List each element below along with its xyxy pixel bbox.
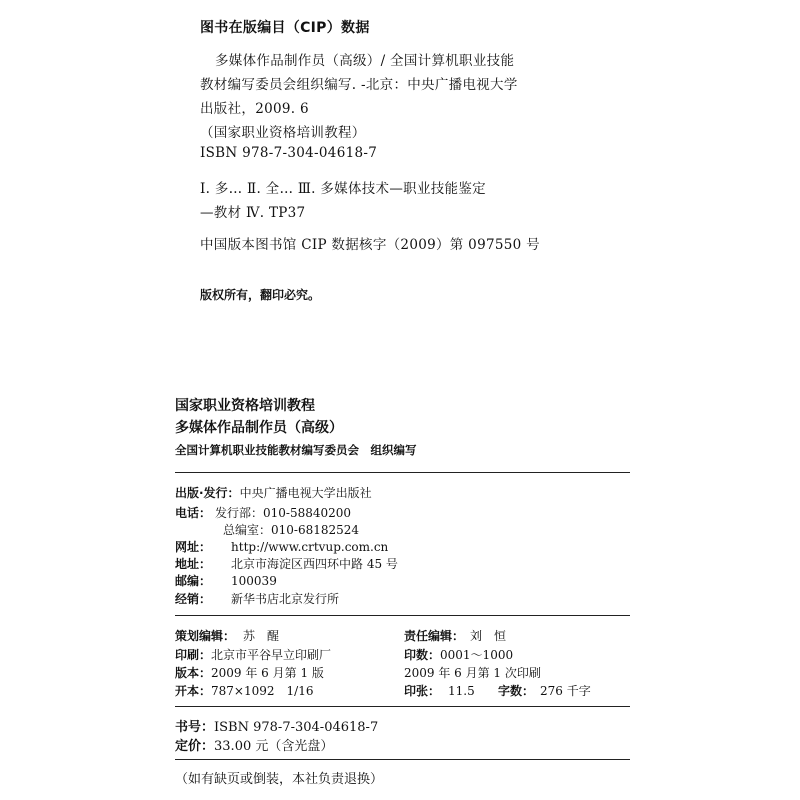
copies-value: 0001～1000 xyxy=(440,648,514,662)
book-title: 多媒体作品制作员（高级） xyxy=(175,420,343,436)
address-label: 地址： xyxy=(175,557,212,571)
price-label: 定价： xyxy=(175,739,215,754)
cip-line-2: 教材编写委员会组织编写. -北京：中央广播电视大学 xyxy=(200,77,518,93)
words-label: 字数： xyxy=(498,684,535,698)
phone1-label: 发行部： xyxy=(215,506,264,520)
publisher-value: 中央广播电视大学出版社 xyxy=(239,486,372,500)
printer-label: 印刷： xyxy=(175,648,212,662)
publisher-row xyxy=(175,482,372,501)
distributor-value: 新华书店北京发行所 xyxy=(231,592,340,606)
editor-credit: 全国计算机职业技能教材编写委员会 组织编写 xyxy=(175,443,417,457)
edition-row xyxy=(175,662,324,681)
web-link[interactable]: http://www.crtvup.com.cn xyxy=(231,540,389,554)
printer-row xyxy=(175,644,331,663)
printing-value: 2009 年 6 月第 1 次印刷 xyxy=(404,666,541,680)
format-label: 开本： xyxy=(175,684,212,698)
responsible-editor-label: 责任编辑： xyxy=(404,629,465,643)
sheets-value: 11.5 xyxy=(448,684,475,698)
return-notice: （如有缺页或倒装，本社负责退换） xyxy=(175,772,384,787)
isbn-value: ISBN 978-7-304-04618-7 xyxy=(214,720,379,735)
address-value: 北京市海淀区西四环中路 45 号 xyxy=(231,557,398,571)
divider xyxy=(175,472,630,473)
divider xyxy=(175,615,630,616)
sheets-row xyxy=(404,680,475,699)
zip-label: 邮编： xyxy=(175,574,212,588)
edition-label: 版本： xyxy=(175,666,212,680)
cip-line-1: 多媒体作品制作员（高级）/ 全国计算机职业技能 xyxy=(215,53,515,69)
cip-header: 图书在版编目（CIP）数据 xyxy=(200,20,370,36)
zip-row xyxy=(175,570,277,589)
planner-label: 策划编辑： xyxy=(175,629,236,643)
phone-label: 电话： xyxy=(175,506,212,520)
price-row xyxy=(175,735,333,754)
phone2-label: 总编室： xyxy=(223,523,272,537)
copies-label: 印数： xyxy=(404,648,441,662)
cip-line-3: 出版社，2009. 6 xyxy=(200,101,309,117)
divider xyxy=(175,759,630,760)
series-title: 国家职业资格培训教程 xyxy=(175,398,315,414)
cip-classification-1: Ⅰ. 多… Ⅱ. 全… Ⅲ. 多媒体技术—职业技能鉴定 xyxy=(200,181,486,197)
edition-value: 2009 年 6 月第 1 版 xyxy=(211,666,324,680)
cip-line-4: （国家职业资格培训教程） xyxy=(200,125,366,141)
planner-row xyxy=(175,625,279,644)
publisher-label: 出版·发行： xyxy=(175,486,240,500)
isbn-row xyxy=(175,716,378,735)
cip-record-number: 中国版本图书馆 CIP 数据核字（2009）第 097550 号 xyxy=(200,237,540,253)
words-row xyxy=(498,680,591,699)
divider xyxy=(175,706,630,707)
responsible-editor-row xyxy=(404,625,506,644)
copies-row xyxy=(404,644,513,663)
printer-value: 北京市平谷早立印刷厂 xyxy=(211,648,332,662)
zip-value: 100039 xyxy=(231,574,277,588)
words-value: 276 千字 xyxy=(540,684,591,698)
sheets-label: 印张： xyxy=(404,684,441,698)
cip-classification-2: —教材 Ⅳ. TP37 xyxy=(200,205,306,221)
cip-isbn: ISBN 978-7-304-04618-7 xyxy=(200,145,378,161)
responsible-editor-value: 刘 恒 xyxy=(470,629,507,643)
price-value: 33.00 元（含光盘） xyxy=(214,739,334,754)
format-row xyxy=(175,680,313,699)
rights-notice: 版权所有，翻印必究。 xyxy=(200,288,321,302)
web-label: 网址： xyxy=(175,540,212,554)
distributor-label: 经销： xyxy=(175,592,212,606)
distributor-row xyxy=(175,588,339,607)
printing-row xyxy=(404,662,541,681)
phone1-value: 010-58840200 xyxy=(263,506,352,520)
isbn-label: 书号： xyxy=(175,720,215,735)
planner-value: 苏 醒 xyxy=(243,629,280,643)
format-value: 787×1092 1/16 xyxy=(211,684,314,698)
phone2-value: 010-68182524 xyxy=(271,523,360,537)
